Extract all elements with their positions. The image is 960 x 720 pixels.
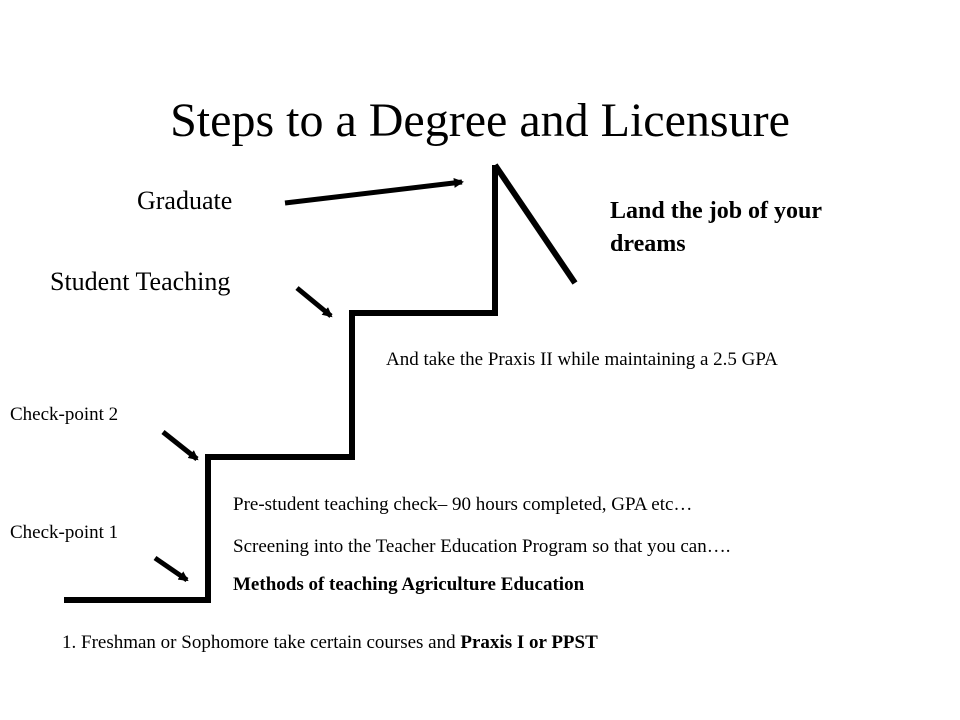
freshman-praxis: Praxis I or PPST	[460, 632, 598, 653]
graduate-label: Graduate	[137, 186, 233, 215]
freshman-prefix: 1. Freshman or Sophomore take certain courses and	[62, 632, 461, 653]
student-teaching-label: Student Teaching	[50, 267, 231, 296]
checkpoint1-arrow	[155, 558, 187, 580]
checkpoint2-label: Check-point 2	[10, 404, 119, 425]
peak-descent-line	[495, 165, 575, 283]
slide-title: Steps to a Degree and Licensure	[170, 94, 790, 147]
prestudent-check-label: Pre-student teaching check– 90 hours completed, GPA etc…	[233, 494, 693, 515]
screening-label: Screening into the Teacher Education Program so that you can….	[233, 536, 731, 557]
praxis2-label: And take the Praxis II while maintaining a 2.5 GPA	[386, 349, 778, 370]
land-job-label: Land the job of your dreams	[610, 198, 822, 258]
methods-label: Methods of teaching Agriculture Education	[233, 574, 585, 595]
checkpoint2-arrow	[163, 432, 197, 459]
student-teaching-arrow	[297, 288, 331, 316]
staircase-line	[64, 165, 495, 600]
checkpoint1-label: Check-point 1	[10, 522, 119, 543]
graduate-arrow	[285, 182, 462, 203]
freshman-label	[62, 632, 598, 654]
